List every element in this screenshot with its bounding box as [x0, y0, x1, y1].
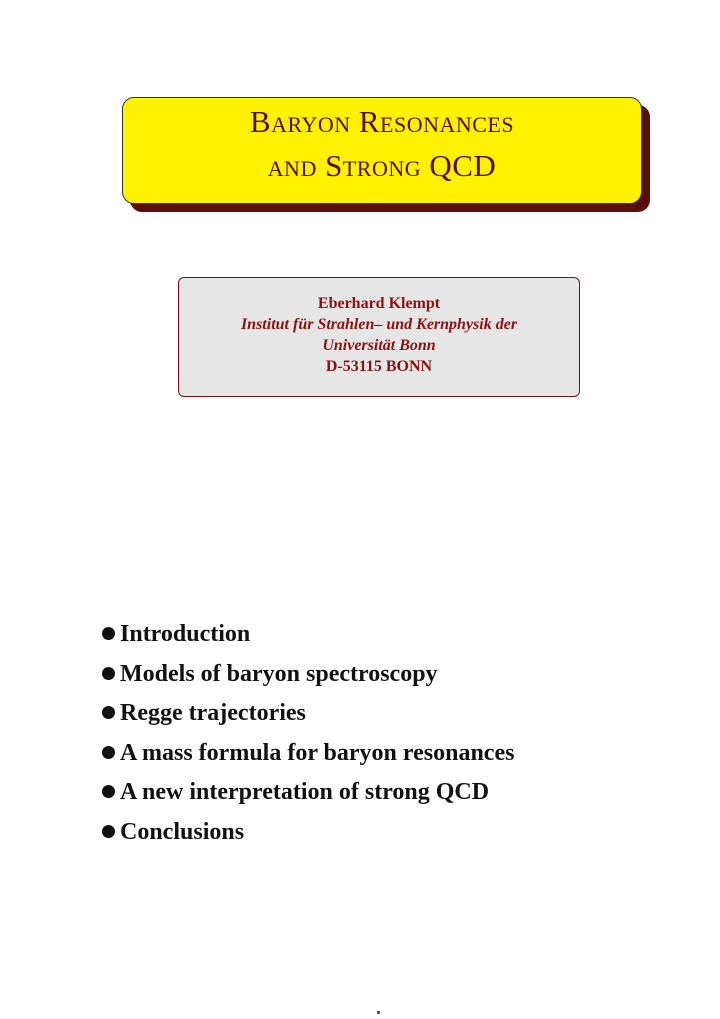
bullet-icon [102, 706, 115, 719]
author-institute-line-1: Institut für Strahlen– und Kernphysik der [240, 316, 518, 333]
outline-list [102, 615, 514, 853]
author-box [178, 277, 580, 397]
outline-item-label: Introduction [120, 621, 251, 647]
outline-item-mass-formula [102, 734, 514, 774]
outline-item-conclusions [102, 813, 514, 853]
author-address: D-53115 BONN [325, 358, 433, 375]
title-line-1: Baryon Resonances [249, 104, 515, 139]
outline-item-label: A new interpretation of strong QCD [120, 779, 490, 806]
bullet-icon [102, 825, 115, 838]
title-box [122, 97, 642, 204]
outline-item-regge [102, 694, 514, 734]
author-institute-line-2: Universität Bonn [322, 337, 436, 354]
outline-item-introduction [102, 615, 514, 655]
bullet-icon [102, 667, 115, 680]
page-mark [377, 1011, 380, 1014]
outline-item-label: Conclusions [120, 818, 245, 845]
outline-item-label: Models of baryon spectroscopy [120, 660, 438, 687]
outline-item-models [102, 655, 514, 695]
outline-item-label: A mass formula for baryon resonances [120, 739, 515, 766]
bullet-icon [102, 746, 115, 759]
outline-item-label: Regge trajectories [120, 700, 306, 727]
author-name: Eberhard Klempt [317, 295, 441, 312]
bullet-icon [102, 785, 115, 798]
bullet-icon [102, 627, 115, 640]
title-line-2: and Strong QCD [267, 148, 497, 183]
outline-item-new-interpretation [102, 773, 514, 813]
